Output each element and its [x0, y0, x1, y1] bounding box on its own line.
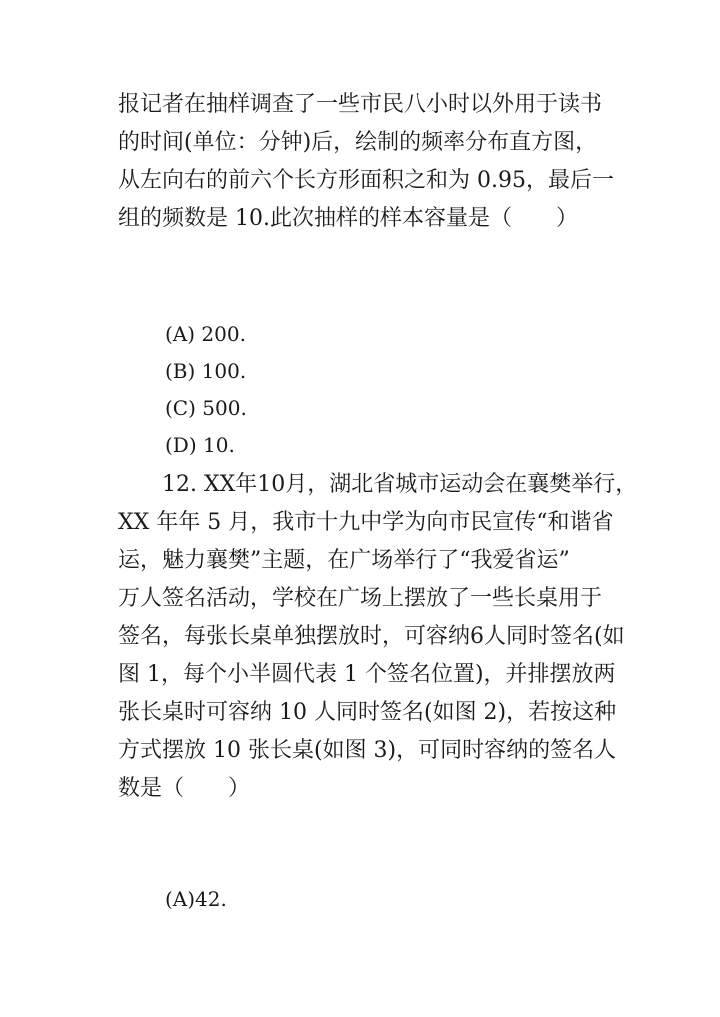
question-12-line: 12. XX年10月，湖北省城市运动会在襄樊举行， — [162, 472, 638, 497]
question-11-line: 组的频数是 10.此次抽样的样本容量是（ ） — [118, 206, 578, 231]
question-11-stem — [118, 86, 618, 238]
question-11-option-d: (D) 10. — [165, 433, 235, 457]
question-12-line: XX 年年 5 月，我市十九中学为向市民宣传“和谐省 — [118, 510, 614, 535]
question-12-line: 万人签名活动，学校在广场上摆放了一些长桌用于 — [118, 586, 603, 611]
question-11-line: 从左向右的前六个长方形面积之和为 0.95，最后一 — [118, 168, 614, 193]
question-11-line: 的时间(单位：分钟)后，绘制的频率分布直方图， — [118, 130, 598, 155]
question-11-option-a: (A) 200. — [165, 322, 246, 346]
question-12-stem — [118, 466, 638, 808]
question-12-line: 签名，每张长桌单独摆放时，可容纳6人同时签名(如 — [118, 624, 625, 649]
question-12-line: 张长桌时可容纳 10 人同时签名(如图 2)，若按这种 — [118, 700, 617, 725]
question-12-line: 图 1，每个小半圆代表 1 个签名位置)，并排摆放两 — [118, 662, 616, 687]
question-11-option-c: (C) 500. — [165, 396, 247, 420]
question-12-line: 运，魅力襄樊”主题，在广场举行了“我爱省运” — [118, 548, 570, 573]
question-11-line: 报记者在抽样调查了一些市民八小时以外用于读书 — [118, 92, 603, 117]
question-12-line: 方式摆放 10 张长桌(如图 3)，可同时容纳的签名人 — [118, 738, 617, 763]
question-11-option-b: (B) 100. — [165, 359, 247, 383]
question-12-line: 数是（ ） — [118, 776, 251, 801]
question-12-option-a: (A)42. — [165, 887, 227, 911]
